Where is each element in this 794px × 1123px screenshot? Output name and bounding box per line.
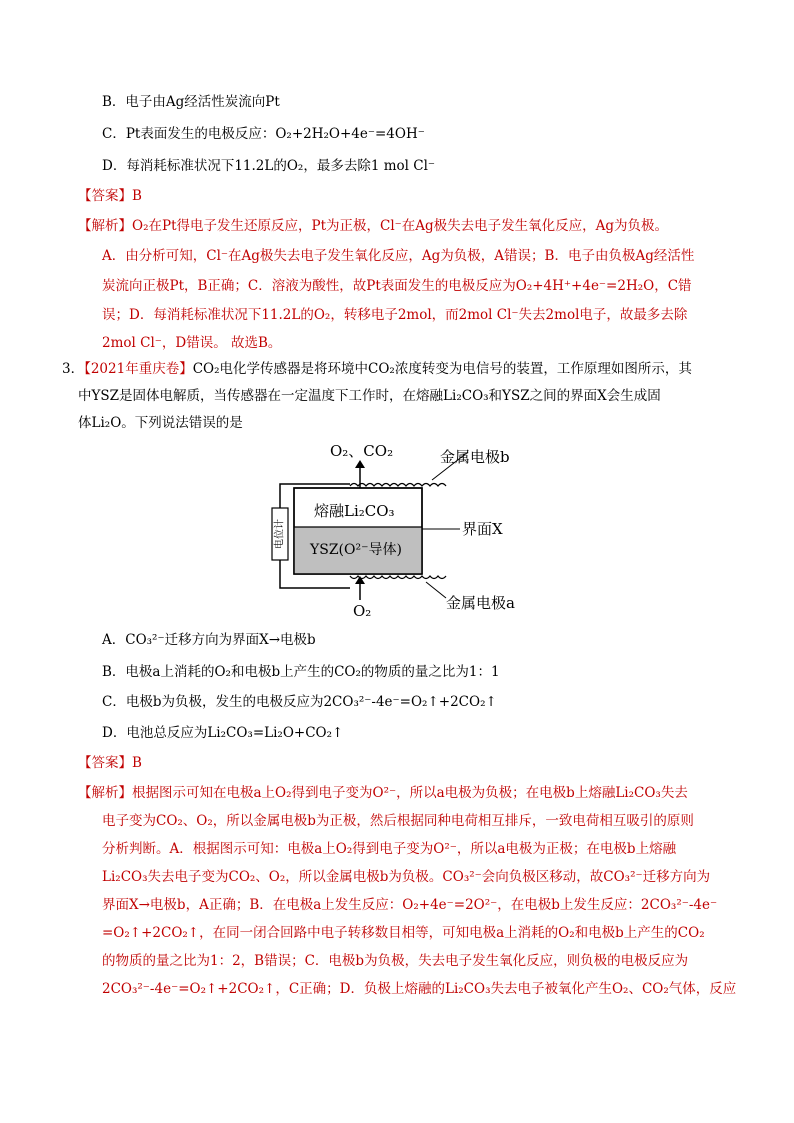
top-arrow-head (355, 460, 365, 468)
q3-answer-value: B (132, 755, 142, 771)
q3-analysis-line3: 分析判断。A．根据图示可知：电极a上O₂得到电子变为O²⁻，所以a电极为正极；在电极b上熔融 (102, 841, 677, 857)
ysz-label: YSZ(O²⁻导体) (310, 542, 402, 558)
q3-option-c: C．电极b为负极，发生的电极反应为2CO₃²⁻-4e⁻=O₂↑+2CO₂↑ (102, 694, 497, 710)
q2-analysis-line5: 2mol Cl⁻，D错误。 故选B。 (102, 335, 282, 351)
sensor-diagram (240, 436, 560, 622)
electrode-b-shape (350, 484, 446, 487)
bottom-gas-label: O₂ (353, 602, 372, 620)
q2-answer-tag: 【答案】 (78, 188, 132, 204)
q3-analysis-line4: Li₂CO₃失去电子变为CO₂、O₂，所以金属电极b为负极。CO₃²⁻会向负极区移动，故CO₃²⁻迁移方向为 (102, 869, 711, 885)
q3-stem-first (62, 359, 692, 379)
q2-analysis-line2: A．由分析可知，Cl⁻在Ag极失去电子发生氧化反应，Ag为负极，A错误；B．电子由负极Ag经活性 (102, 248, 695, 264)
electrode-b-label: 金属电极b (440, 448, 510, 466)
q3-analysis-first (78, 783, 688, 803)
q2-option-c: C．Pt表面发生的电极反应：O₂+2H₂O+4e⁻=4OH⁻ (102, 126, 425, 142)
q3-stem-line2: 中YSZ是固体电解质，当传感器在一定温度下工作时，在熔融Li₂CO₃和YSZ之间的界面X会生成固 (78, 388, 661, 404)
electrode-a-label: 金属电极a (446, 594, 515, 612)
q3-stem-line1: CO₂电化学传感器是将环境中CO₂浓度转变为电信号的装置，工作原理如图所示，其 (192, 361, 692, 377)
q3-stem-line3: 体Li₂O。下列说法错误的是 (78, 415, 243, 431)
q2-analysis-line4: 误；D．每消耗标准状况下11.2L的O₂，转移电子2mol，而2mol Cl⁻失去2mol电子，故最多去除 (102, 307, 688, 323)
interface-label: 界面X (462, 520, 503, 538)
q2-answer-value: B (132, 188, 142, 204)
q3-number: 3． (62, 361, 85, 377)
q3-source: 【2021年重庆卷】 (84, 361, 193, 377)
electrode-a-shape (350, 576, 446, 579)
q2-analysis-line1: O₂在Pt得电子发生还原反应，Pt为正极，Cl⁻在Ag极失去电子发生氧化反应，Ag为负极。 (132, 218, 669, 234)
q3-answer-tag: 【答案】 (78, 755, 132, 771)
q2-option-d: D．每消耗标准状况下11.2L的O₂，最多去除1 mol Cl⁻ (102, 158, 436, 174)
q3-analysis-tag: 【解析】 (78, 785, 132, 801)
top-gas-label: O₂、CO₂ (330, 442, 394, 460)
q3-answer (78, 753, 142, 773)
q3-analysis-line5: 界面X→电极b，A正确；B．在电极a上发生反应：O₂+4e⁻=2O²⁻，在电极b上发生反应：2CO₃²⁻-4e⁻ (102, 897, 718, 913)
q2-answer (78, 186, 142, 206)
q3-option-a: A．CO₃²⁻迁移方向为界面X→电极b (102, 632, 316, 648)
q3-analysis-line1: 根据图示可知在电极a上O₂得到电子变为O²⁻，所以a电极为负极；在电极b上熔融Li₂CO₃失去 (132, 785, 688, 801)
molten-label: 熔融Li₂CO₃ (314, 502, 395, 520)
q2-analysis-line3: 炭流向正极Pt，B正确；C．溶液为酸性，故Pt表面发生的电极反应为O₂+4H⁺+4e⁻=2H₂O，C错 (102, 278, 692, 294)
q3-analysis-line7: 的物质的量之比为1：2，B错误；C．电极b为负极，失去电子发生氧化反应，则负极的电极反应为 (102, 953, 689, 969)
q3-option-d: D．电池总反应为Li₂CO₃=Li₂O+CO₂↑ (102, 725, 344, 741)
q3-analysis-line6: =O₂↑+2CO₂↑，在同一闭合回路中电子转移数目相等，可知电极a上消耗的O₂和电极b上产生的CO₂ (102, 925, 705, 941)
q2-analysis-tag: 【解析】 (78, 218, 132, 234)
q3-analysis-line2: 电子变为CO₂、O₂，所以金属电极b为正极，然后根据同种电荷相互排斥，一致电荷相互吸引的原则 (102, 813, 694, 829)
q2-option-b: B．电子由Ag经活性炭流向Pt (102, 94, 280, 110)
electrode-a-pointer (426, 582, 446, 598)
q3-option-b: B．电极a上消耗的O₂和电极b上产生的CO₂的物质的量之比为1：1 (102, 664, 500, 680)
meter-label: 电位计 (274, 519, 286, 549)
q2-analysis-first (78, 216, 668, 236)
q3-analysis-line8: 2CO₃²⁻-4e⁻=O₂↑+2CO₂↑，C正确；D．负极上熔融的Li₂CO₃失去电子被氧化产生O₂、CO₂气体，反应 (102, 981, 737, 997)
